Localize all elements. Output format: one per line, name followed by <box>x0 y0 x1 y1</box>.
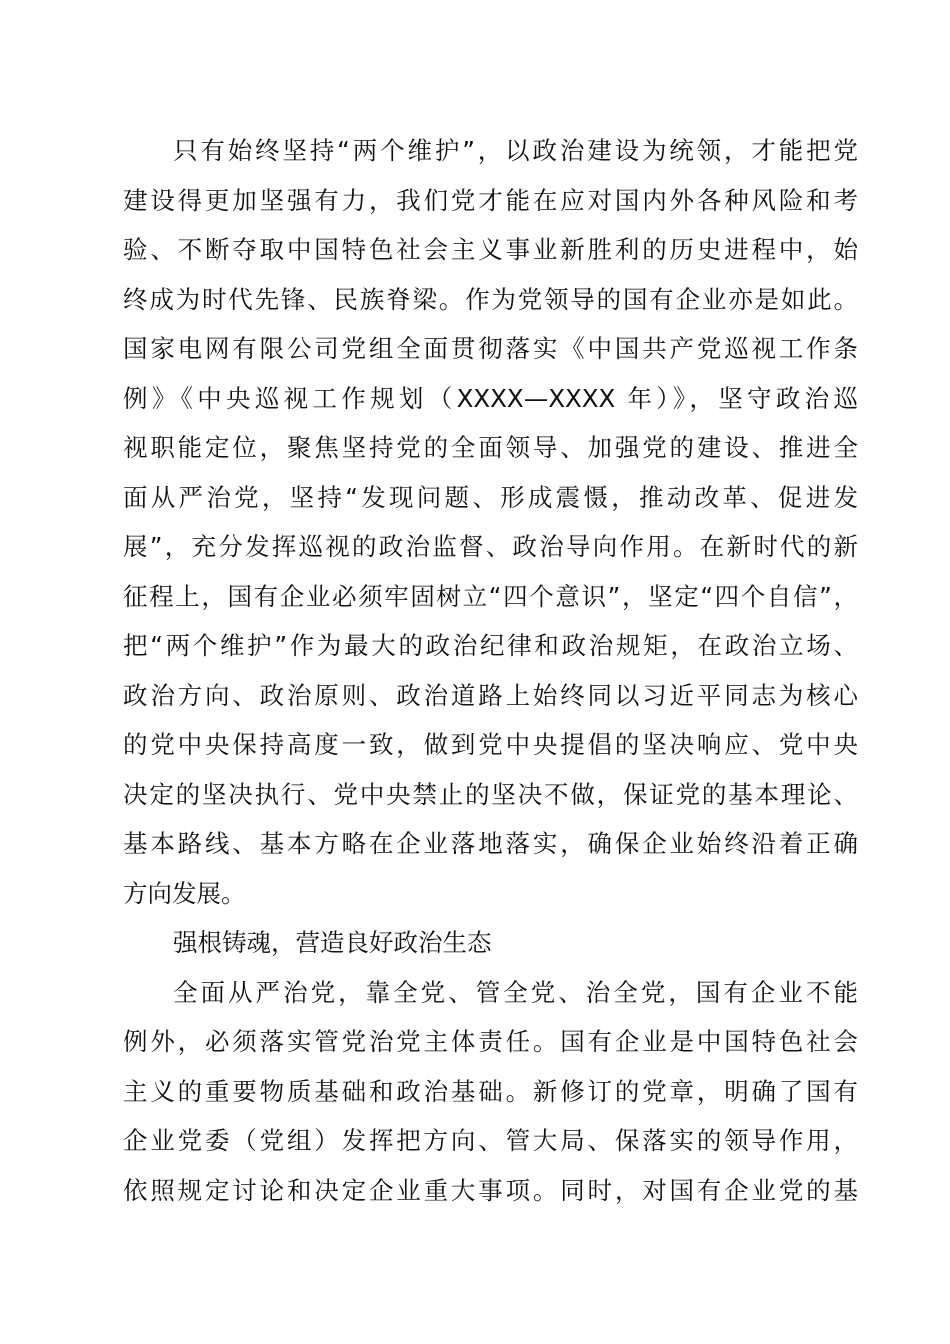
paragraph-line: 依照规定讨论和决定企业重大事项。同时，对国有企业党的基 <box>123 1175 858 1205</box>
paragraph-line: 把“两个维护”作为最大的政治纪律和政治规矩，在政治立场、 <box>123 631 858 660</box>
paragraph-line: 主义的重要物质基础和政治基础。新修订的党章，明确了国有 <box>123 1076 858 1106</box>
paragraph-line: 全面从严治党，靠全党、管全党、治全党，国有企业不能 <box>173 977 858 1007</box>
paragraph-line: 企业党委（党组）发挥把方向、管大局、保落实的领导作用， <box>123 1126 858 1155</box>
paragraph-line: 展”，充分发挥巡视的政治监督、政治导向作用。在新时代的新 <box>123 532 858 561</box>
paragraph-line: 终成为时代先锋、民族脊梁。作为党领导的国有企业亦是如此。 <box>123 284 858 314</box>
body-text <box>123 126 858 1215</box>
paragraph-line: 只有始终坚持“两个维护”，以政治建设为统领，才能把党 <box>173 136 858 165</box>
paragraph-line: 建设得更加坚强有力，我们党才能在应对国内外各种风险和考 <box>123 185 858 215</box>
paragraph-line: 方向发展。 <box>123 878 246 908</box>
paragraph-line: 基本路线、基本方略在企业落地落实，确保企业始终沿着正确 <box>123 829 858 858</box>
paragraph-line: 政治方向、政治原则、政治道路上始终同以习近平同志为核心 <box>123 680 858 710</box>
paragraph-line: 国家电网有限公司党组全面贯彻落实《中国共产党巡视工作条 <box>123 334 858 363</box>
paragraph-line: 例外，必须落实管党治党主体责任。国有企业是中国特色社会 <box>123 1027 858 1056</box>
section-heading: 强根铸魂，营造良好政治生态 <box>173 928 492 957</box>
paragraph-line: 征程上，国有企业必须牢固树立“四个意识”，坚定“四个自信”， <box>123 581 858 611</box>
paragraph-line: 验、不断夺取中国特色社会主义事业新胜利的历史进程中，始 <box>123 235 858 264</box>
paragraph-line: 面从严治党，坚持“发现问题、形成震慑，推动改革、促进发 <box>123 482 858 512</box>
paragraph-line: 的党中央保持高度一致，做到党中央提倡的坚决响应、党中央 <box>123 730 858 759</box>
paragraph-line: 视职能定位，聚焦坚持党的全面领导、加强党的建设、推进全 <box>123 433 858 462</box>
paragraph-line: 决定的坚决执行、党中央禁止的坚决不做，保证党的基本理论、 <box>123 779 858 809</box>
paragraph-line: 例》《中央巡视工作规划（XXXX—XXXX 年）》，坚守政治巡 <box>123 383 858 413</box>
